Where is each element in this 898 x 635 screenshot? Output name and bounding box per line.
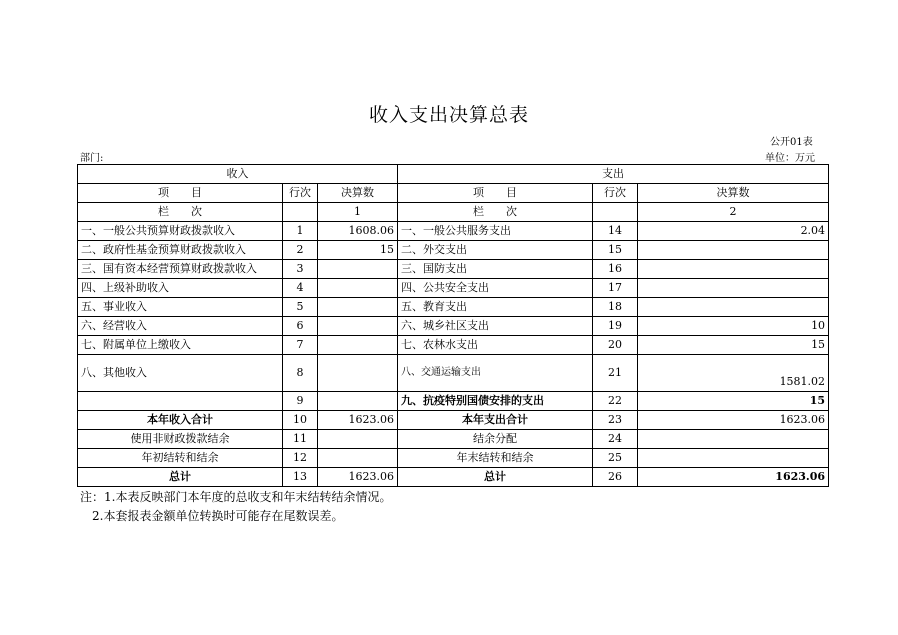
income-amount [318, 392, 398, 411]
income-amount-header: 决算数 [318, 184, 398, 203]
income-row-no: 13 [283, 468, 318, 487]
table-row [78, 298, 829, 317]
income-amount: 1623.06 [318, 468, 398, 487]
table-row [78, 430, 829, 449]
income-amount [318, 449, 398, 468]
expense-amount: 15 [638, 336, 829, 355]
form-number: 公开01表 [770, 137, 813, 148]
income-amount [318, 355, 398, 392]
income-item: 八、其他收入 [78, 355, 283, 392]
expense-amount: 1623.06 [638, 468, 829, 487]
expense-amount [638, 241, 829, 260]
expense-item-header: 项 目 [398, 184, 593, 203]
unit-label: 单位：万元 [765, 153, 815, 164]
income-total-label: 本年收入合计 [78, 411, 283, 430]
expense-row-no: 17 [593, 279, 638, 298]
expense-amount-header: 决算数 [638, 184, 829, 203]
table-row [78, 317, 829, 336]
expense-item: 年末结转和结余 [398, 449, 593, 468]
expense-amount: 10 [638, 317, 829, 336]
income-amount: 15 [318, 241, 398, 260]
income-row-no: 2 [283, 241, 318, 260]
expense-amount [638, 260, 829, 279]
expense-row-no: 22 [593, 392, 638, 411]
income-item [78, 392, 283, 411]
expense-item: 六、城乡社区支出 [398, 317, 593, 336]
expense-col-number: 2 [638, 203, 829, 222]
expense-grand-total-label: 总计 [398, 468, 593, 487]
income-row-no: 10 [283, 411, 318, 430]
expense-amount: 15 [638, 392, 829, 411]
expense-total-label: 本年支出合计 [398, 411, 593, 430]
expense-row-no: 18 [593, 298, 638, 317]
income-amount: 1623.06 [318, 411, 398, 430]
page-title: 收入支出决算总表 [368, 104, 529, 126]
expense-amount [638, 430, 829, 449]
income-item: 五、事业收入 [78, 298, 283, 317]
expense-amount [638, 279, 829, 298]
table-row [78, 449, 829, 468]
expense-row-no: 24 [593, 430, 638, 449]
income-row-no: 7 [283, 336, 318, 355]
income-amount: 1608.06 [318, 222, 398, 241]
income-col-number: 1 [318, 203, 398, 222]
income-row-no: 8 [283, 355, 318, 392]
income-row-no: 12 [283, 449, 318, 468]
table-row [78, 279, 829, 298]
income-row-no: 4 [283, 279, 318, 298]
income-row-no: 6 [283, 317, 318, 336]
expense-amount [638, 449, 829, 468]
income-expense-table [77, 164, 829, 487]
expense-row-no: 25 [593, 449, 638, 468]
income-row-no: 5 [283, 298, 318, 317]
department-label: 部门: [80, 153, 104, 164]
blank-cell [283, 203, 318, 222]
expense-amount: 2.04 [638, 222, 829, 241]
table-row [78, 468, 829, 487]
expense-item: 一、一般公共服务支出 [398, 222, 593, 241]
expense-row-no: 21 [593, 355, 638, 392]
table-row [78, 392, 829, 411]
expense-item: 结余分配 [398, 430, 593, 449]
table-row [78, 241, 829, 260]
income-grand-total-label: 总计 [78, 468, 283, 487]
income-item: 三、国有资本经营预算财政拨款收入 [78, 260, 283, 279]
income-row-header: 行次 [283, 184, 318, 203]
expense-amount: 1623.06 [638, 411, 829, 430]
table-row [78, 411, 829, 430]
income-item: 七、附属单位上缴收入 [78, 336, 283, 355]
income-item: 使用非财政拨款结余 [78, 430, 283, 449]
income-row-no: 3 [283, 260, 318, 279]
blank-cell [593, 203, 638, 222]
income-row-no: 11 [283, 430, 318, 449]
expense-row-no: 16 [593, 260, 638, 279]
footnote: 2.本套报表金额单位转换时可能存在尾数误差。 [80, 509, 344, 523]
expense-lanci-label: 栏 次 [398, 203, 593, 222]
expense-row-no: 20 [593, 336, 638, 355]
income-item-header: 项 目 [78, 184, 283, 203]
table-row [78, 336, 829, 355]
expense-row-no: 26 [593, 468, 638, 487]
income-amount [318, 298, 398, 317]
expense-amount: 1581.02 [638, 355, 829, 392]
footnote: 注：1.本表反映部门本年度的总收支和年末结转结余情况。 [80, 490, 392, 504]
expense-row-no: 15 [593, 241, 638, 260]
expense-row-no: 19 [593, 317, 638, 336]
income-row-no: 1 [283, 222, 318, 241]
expense-header: 支出 [398, 165, 829, 184]
income-item: 年初结转和结余 [78, 449, 283, 468]
table-row [78, 260, 829, 279]
income-amount [318, 336, 398, 355]
income-item: 一、一般公共预算财政拨款收入 [78, 222, 283, 241]
expense-item: 三、国防支出 [398, 260, 593, 279]
footnotes [80, 488, 391, 526]
expense-item: 八、交通运输支出 [398, 355, 593, 392]
income-amount [318, 317, 398, 336]
income-amount [318, 279, 398, 298]
expense-amount [638, 298, 829, 317]
income-item: 四、上级补助收入 [78, 279, 283, 298]
expense-item: 五、教育支出 [398, 298, 593, 317]
expense-item: 九、抗疫特别国债安排的支出 [398, 392, 593, 411]
income-row-no: 9 [283, 392, 318, 411]
expense-item: 七、农林水支出 [398, 336, 593, 355]
income-amount [318, 430, 398, 449]
income-lanci-label: 栏 次 [78, 203, 283, 222]
table-row [78, 355, 829, 392]
expense-row-no: 14 [593, 222, 638, 241]
expense-row-no: 23 [593, 411, 638, 430]
income-item: 六、经营收入 [78, 317, 283, 336]
expense-item: 二、外交支出 [398, 241, 593, 260]
table-row [78, 222, 829, 241]
income-amount [318, 260, 398, 279]
expense-row-header: 行次 [593, 184, 638, 203]
expense-item: 四、公共安全支出 [398, 279, 593, 298]
income-item: 二、政府性基金预算财政拨款收入 [78, 241, 283, 260]
income-header: 收入 [78, 165, 398, 184]
